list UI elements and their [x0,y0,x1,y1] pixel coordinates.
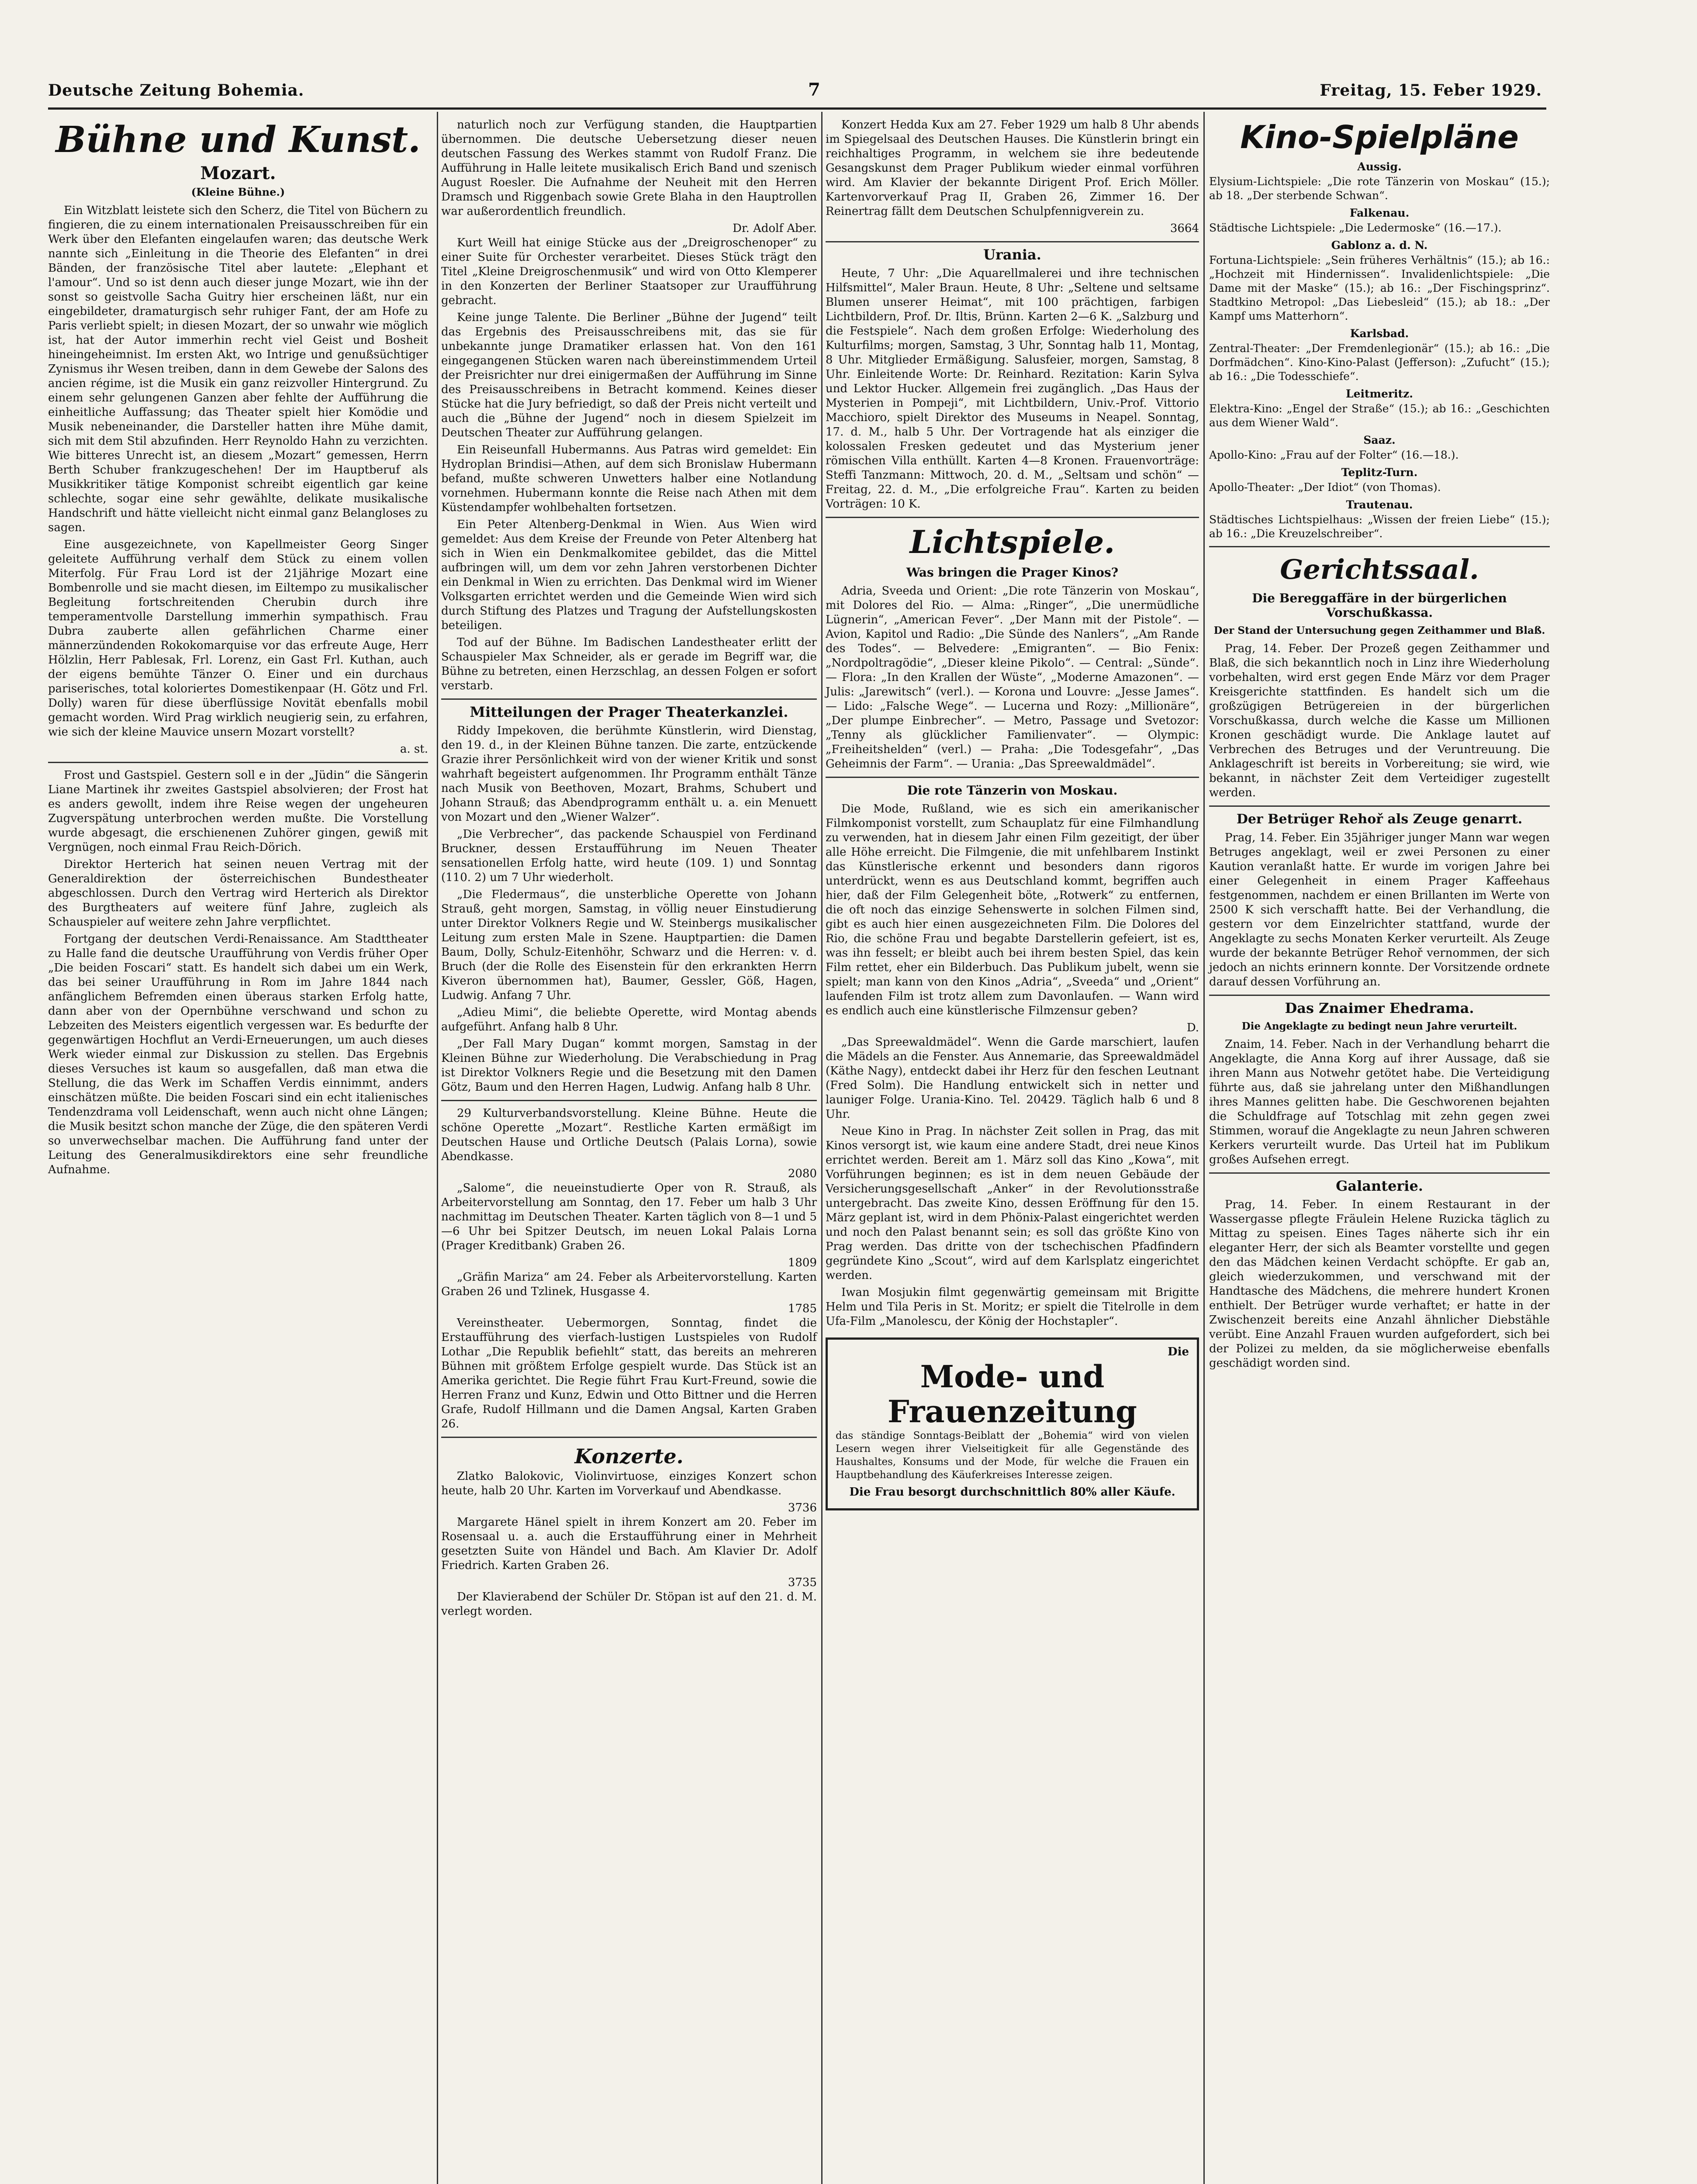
article-divider [441,1437,817,1438]
article-body: „Das Spreewaldmädel“. Wenn die Garde marschiert, laufen die Mädels an die Fenster. Aus Annemarie, das Spreewaldmädel (Käthe Nagy), entdeckt dabei ihr Herz für den feschen Leutnant (Fred Solm). Die Handlung entwickelt sich in netter und launiger Folge. Urania-Kino. Tel. 20429. Täglich halb 6 und 8 Uhr. [826,1036,1199,1121]
article-title-rehor: Der Betrüger Rehoř als Zeuge genarrt. [1236,812,1523,827]
article-signature: D. [1186,1021,1199,1034]
article-divider [1209,995,1550,996]
article-signature: a. st. [400,743,428,756]
notice-number: 3664 [1170,222,1199,235]
article-body: Fortgang der deutschen Verdi-Renaissance. Am Stadttheater zu Halle fand die deutsche Uraufführung von Verdis früher Oper „Die beiden Foscari“ statt. Es handelt sich dabei um ein Werk, das bei seiner Uraufführung in Rom im Jahre 1844 nach anfänglichem Befremden einen überaus starken Erfolg hatte, dann aber von der Opernbühne verschwand und schon zu Lebzeiten des Meisters eigentlich vergessen war. Es bedurfte der gegenwärtigen Hochflut an Verdi-Erneuerungen, um auch dieses Werk wieder einmal zur Diskussion zu stellen. Das Ergebnis dieses Versuches ist kaum so ausgefallen, daß man etwa die Stellung, die das Werk im Schaffen Verdis einnimmt, anders einschätzen müßte. Die beiden Foscari sind ein echt italienisches Tendenzdrama voll Leidenschaft, wenn auch nicht ohne Längen; die Musik besitzt schon manche der Züge, die den späteren Verdi so unverwechselbar machen. Die Aufführung fand unter der Leitung des Generalmusikdirektors eine sehr freundliche Aufnahme. [48,933,428,1176]
ad-title: Mode- und Frauenzeitung [888,1358,1137,1430]
column-divider [437,112,438,2184]
article-body: Zlatko Balokovic, Violinvirtuose, einziges Konzert schon heute, halb 20 Uhr. Karten im Vorverkauf und Abendkasse. [441,1470,817,1497]
article-subtitle-kinos: Was bringen die Prager Kinos? [906,565,1119,580]
article-subtitle-mozart: (Kleine Bühne.) [191,186,285,198]
article-body: Znaim, 14. Feber. Nach in der Verhandlung beharrt die Angeklagte, die Anna Korg auf ihrer Aussage, daß sie ihren Mann aus Notwehr getötet habe. Die Verteidigung führte aus, daß sie jahrelang unter den Mißhandlungen ihres Mannes gelitten habe. Die Geschworenen bejahten die Schuldfrage auf Totschlag mit zehn gegen zwei Stimmen, worauf die Angeklagte zu neun Jahren schweren Kerkers verurteilt wurde. Das Urteil hat im Publikum großes Aufsehen erregt. [1209,1038,1550,1166]
article-body: Die Mode, Rußland, wie es sich ein amerikanischer Filmkomponist vorstellt, zum Schauplatz für eine Filmhandlung zu verwenden, hat in diesem Jahr einen Film gezeitigt, der über alle Höhe erreicht. Die Filmgenie, die mit unfehlbarem Instinkt das Künstlerische erkennt und besonders dann rigoros unterdrückt, wenn es aus Deutschland kommt, begriffen auch hier, daß der Film Gelegenheit böte, „Rotwerk“ zu entfernen, die oft noch das einzige Sehenswerte in solchen Filmen sind, gibt es auch hier einen ausgezeichneten Film. Die Dolores del Rio, die schöne Frau und begabte Darstellerin gefeiert, ist es, was ihn fesselt; er bleibt auch bei ihrem besten Spiel, das kein Film rettet, eher ein Bilderbuch. Das Publikum jubelt, wenn sie spielt; man kann von den Kinos „Adria“, „Sveeda“ und „Orient“ laufenden Film ist trotz allem zum Davonlaufen. — Wann wird es endlich auch eine künstlerische Filmzensur geben? [826,802,1199,1017]
article-body: Prag, 14. Feber. Ein 35jähriger junger Mann war wegen Betruges angeklagt, weil er zwei Personen zu einer Kaution veranlaßt hatte. Er wurde im vorigen Jahre bei einer Gelegenheit in einem Prager Kaffeehaus festgenommen, nachdem er einen Brillanten im Werte von 2500 K sich verschafft hatte. Bei der Verhandlung, die gestern vor dem Einzelrichter stattfand, wurde der Angeklagte zu sechs Monaten Kerker verurteilt. Als Zeuge wurde der bekannte Betrüger Rehoř vernommen, der sich jedoch an nichts erinnern konnte. Der Vorsitzende ordnete darauf dessen Vorführung an. [1209,831,1550,988]
section-title-gerichtssaal: Gerichtssaal. [1280,553,1479,585]
article-body: Frost und Gastspiel. Gestern soll e in der „Jüdin“ die Sängerin Liane Martinek ihr zweites Gastspiel absolvieren; der Frost hat es anders gewollt, indem ihre Reise wegen der ungeheuren Zugverspätung unterbrochen werden mußte. Die Vorstellung wurde abgesagt, die erschienenen Zuhörer gingen, gewiß mit Vergnügen, noch einmal Frau Reich-Dörich. [48,769,428,854]
article-body: Tod auf der Bühne. Im Badischen Landestheater erlitt der Schauspieler Max Schneider, als er gerade im Begriff war, die Bühne zu betreten, einen Herzschlag, an dessen Folgen er sofort verstarb. [441,636,817,692]
article-divider [1209,805,1550,807]
cinema-program: Städtische Lichtspiele: „Die Ledermoske“ (16.—17.). [1209,221,1502,234]
article-body: Ein Witzblatt leistete sich den Scherz, die Titel von Büchern zu fingieren, die zu einem internationalen Preisausschreiben für ein Werk über den Elefanten eingelaufen waren; das deutsche Werk nannte sich „Einleitung in die Theorie des Elefanten“ in drei Bänden, der französische Titel aber lautete: „Elephant et l'amour“. Und so ist denn auch dieser junge Mozart, wie ihn der sonst so geistvolle Sacha Guitry hier erscheinen läßt, nur ein eingebildeter, dramaturgisch sehr ruhiger Fant, der am Hofe zu Paris verliebt spielt; in diesen Mozart, der so unwahr wie möglich ist, hat der Autor immerhin recht viel Geist und Bosheit hineingeheimnist. Im ersten Akt, wo Intrige und genußsüchtiger Zynismus ihr Wesen treiben, dann in dem Gewebe der Salons des ancien régime, ist die Musik ein ganz reizvoller Hintergrund. Zu einem sehr gelungenen Ganzen aber fehlte der Aufführung die einheitliche Auffassung; das Theater spielt hier Komödie und Musik nebeneinander, die Darsteller hatten ihre Mühe damit, sich mit dem Stil abzufinden. Herr Reynoldo Hahn zu verzichten. Wie bitteres Unrecht ist, an diesem „Mozart“ gemessen, Herrn Berth Schuber frankzugeschehen! Der im Hauptberuf als Musikkritiker tätige Komponist schreibt eigentlich gar keine schlechte, sogar eine sehr gewählte, delikate musikalische Handschrift und hätte vielleicht nicht einmal ganz Belangloses zu sagen. [48,204,428,534]
notice-number: 3735 [788,1576,817,1589]
column-1 [48,118,428,1180]
cinema-town: Gablonz a. d. N. [1331,239,1428,252]
article-body: „Adieu Mimi“, die beliebte Operette, wird Montag abends aufgeführt. Anfang halb 8 Uhr. [441,1006,817,1033]
article-title-bereg: Die Bereggaffäre in der bürgerlichen Vorschußkassa. [1252,591,1507,620]
article-body: „Der Fall Mary Dugan“ kommt morgen, Samstag in der Kleinen Bühne zur Wiederholung. Die Verabschiedung in Prag ist Direktor Volkners Regie und die Besetzung mit den Damen Götz, Baum und den Herren Hagen, Ludwig. Anfang halb 8 Uhr. [441,1037,817,1094]
article-body: Neue Kino in Prag. In nächster Zeit sollen in Prag, das mit Kinos versorgt ist, wie kaum eine andere Stadt, drei neue Kinos errichtet werden. Bereit am 1. März soll das Kino „Kowa“, mit Vorführungen beginnen; es ist in dem neuen Gebäude der Versicherungsgesellschaft „Anker“ in der Revolutionsstraße untergebracht. Das zweite Kino, dessen Eröffnung für den 15. März geplant ist, wird in dem Phönix-Palast eingerichtet werden und noch den Palast benannt sein; es soll das größte Kino von Prag werden. Das dritte von der tschechischen Pfadfindern gegründete Kino „Scout“, wird auf dem Karlsplatz eingerichtet werden. [826,1125,1199,1282]
advertisement-box [826,1337,1199,1510]
article-divider [1209,1172,1550,1174]
cinema-program: Städtisches Lichtspielhaus: „Wissen der freien Liebe“ (15.); ab 16.: „Die Kreuzelschreiber“. [1209,513,1550,540]
article-divider [441,698,817,700]
article-title-znaim: Das Znaimer Ehedrama. [1285,1000,1474,1016]
column-4 [1209,118,1550,1373]
cinema-town: Falkenau. [1349,207,1410,219]
page-header [48,81,1542,100]
article-title-galanterie: Galanterie. [1336,1178,1423,1194]
cinema-program: Zentral-Theater: „Der Fremdenlegionär“ (15.); ab 16.: „Die Dorfmädchen“. Kino-Kino-Palast (Jefferson): „Zufucht“ (15.); ab 16.: „Die Todesschiefe“. [1209,342,1550,383]
article-body: Prag, 14. Feber. In einem Restaurant in der Wassergasse pflegte Fräulein Helene Ruzicka täglich zu Mittag zu speisen. Eines Tages näherte sich ihr ein eleganter Herr, der sich als Beamter vorstellte und gegen den das Mädchen keinen Verdacht schöpfte. Er gab an, gleich wiederzukommen, und verschwand mit der Handtasche des Mädchens, die mehrere hundert Kronen enthielt. Der Betrüger wurde verhaftet; er hatte in der Zwischenzeit bereits eine Anzahl ähnlicher Diebstähle verübt. Eine Anzahl Frauen wurden aufgefordert, sich bei der Polizei zu melden, da sie möglicherweise ebenfalls geschädigt worden sind. [1209,1198,1550,1370]
article-body: „Salome“, die neueinstudierte Oper von R. Strauß, als Arbeitervorstellung am Sonntag, den 17. Feber um halb 3 Uhr nachmittag im Deutschen Theater. Karten täglich von 8—1 und 5—6 Uhr bei Spitzer Deutsch, im neuen Lokal Palais Lorna (Prager Kreditbank) Graben 26. [441,1182,817,1252]
cinema-program: Elektra-Kino: „Engel der Straße“ (15.); ab 16.: „Geschichten aus dem Wiener Wald“. [1209,402,1550,429]
article-divider [48,762,428,763]
article-divider [826,241,1199,242]
article-body: Konzert Hedda Kux am 27. Feber 1929 um halb 8 Uhr abends im Spiegelsaal des Deutschen Hauses. Die Künstlerin bringt ein reichhaltiges Programm, in welchem sie ihre bedeutende Gesangskunst dem Prager Publikum wieder einmal vorführen wird. Am Klavier der bekannte Dirigent Prof. Erich Möller. Kartenvorverkauf Prag II, Graben 26, Zimmer 16. Der Reinertrag fällt dem Deutschen Schulpfennigverein zu. [826,118,1199,218]
article-body: Kurt Weill hat einige Stücke aus der „Dreigroschenoper“ zu einer Suite für Orchester verarbeitet. Dieses Stück trägt den Titel „Kleine Dreigroschenmusik“ und wird von Otto Klemperer in den Konzerten der Berliner Staatsoper zur Uraufführung gebracht. [441,236,817,307]
cinema-town: Trautenau. [1346,498,1413,511]
cinema-town: Leitmeritz. [1345,387,1413,400]
article-divider [441,1100,817,1101]
newspaper-name: Deutsche Zeitung Bohemia. [48,81,304,100]
article-body: Ein Peter Altenberg-Denkmal in Wien. Aus Wien wird gemeldet: Aus dem Kreise der Freunde von Peter Altenberg hat sich in Wien ein Denkmalkomitee gebildet, das die Mittel aufbringen will, um dem vor zehn Jahren verstorbenen Dichter ein Denkmal in Wien zu errichten. Das Denkmal wird im Wiener Volksgarten errichtet werden und die Gemeinde Wien wird sich durch Stiftung des Platzes und Tragung der Aufstellungskosten beteiligen. [441,518,817,632]
column-divider [821,112,823,2184]
notice-number: 1809 [788,1256,817,1269]
notice-number: 1785 [788,1302,817,1315]
column-2 [441,118,817,1621]
article-body: Adria, Sveeda und Orient: „Die rote Tänzerin von Moskau“, mit Dolores del Rio. — Alma: „Ringer“, „Die unermüdliche Lügnerin“, „American Fever“. „Der Mann mit der Pistole“. — Avion, Kapitol und Radio: „Die Sünde des Nanlers“, „Am Rande des Todes“. — Belvedere: „Emigranten“. — Bio Fenix: „Nordpoltragödie“, „Dieser kleine Pikolo“. — Central: „Sünde“. — Flora: „In den Krallen der Wüste“, „Moderne Amazonen“. — Julis: „Jarewitsch“ (verl.). — Korona und Louvre: „Jesse James“. — Lido: „Falsche Wege“. — Lucerna und Rozy: „Millionäre“, „Der plumpe Einbrecher“. — Metro, Passage und Svetozor: „Tenny als glücklicher Familienvater“. — Olympic: „Freiheitshelden“ (verl.) — Praha: „Die Todesgefahr“, „Das Geheimnis der Farm“. — Urania: „Das Spreewaldmädel“. [826,584,1199,771]
column-3 [826,118,1199,1510]
cinema-program: Fortuna-Lichtspiele: „Sein früheres Verhältnis“ (15.); ab 16.: „Hochzeit mit Hindernissen“. Invalidenlichtspiele: „Die Dame mit der Maske“ (15.); ab 16.: „Der Fischingsprinz“. Stadtkino Metropol: „Das Liebesleid“ (15.); ab 18.: „Der Kampf ums Matterhorn“. [1209,254,1550,322]
article-body: Direktor Herterich hat seinen neuen Vertrag mit der Generaldirektion der österreichischen Bundestheater abgeschlossen. Durch den Vertrag wird Herterich als Direktor des Burgtheaters auf weitere fünf Jahre, zugleich als Schauspieler auf weitere zehn Jahre verpflichtet. [48,858,428,929]
article-body: Eine ausgezeichnete, von Kapellmeister Georg Singer geleitete Aufführung verhalf dem Stück zu einem vollen Miterfolg. Für Frau Lord ist der 21jährige Mozart eine Bombenrolle und sie macht diesen, im Eiltempo zu musikalischer Begleitung fortschreitenden Cherubin durch ihre temperamentvolle Darstellung immerhin sympathisch. Frau Dubra zauberte allen gefährlichen Charme einer männerzündenden Rokokomarquise vor das erfreute Auge, Herr Hölzlin, Herr Pablesak, Frl. Lorenz, ein Gast Frl. Kuthan, auch der eigens bemühte Tänzer O. Einer und ein durchaus pariserisches, total koloriertes Domestikenpaar (H. Götz und Frl. Dolly) waren für diese überflüssige Novität ebenfalls mobil gemacht worden. Wird Prag wirklich neugierig sein, zu erfahren, wie sich der kleine Mauvice unsern Mozart vorstellt? [48,538,428,739]
article-body: Keine junge Talente. Die Berliner „Bühne der Jugend“ teilt das Ergebnis des Preisausschreibens mit, das sie für unbekannte junge Dramatiker erlassen hat. Von den 161 eingegangenen Stücken waren nach übereinstimmendem Urteil der Preisrichter nur drei einigermaßen der Aufführung im Sinne des Preisausschreibens in Betracht kommend. Keines dieser Stücke hat die Jury befriedigt, so daß der Preis nicht verteilt und auch die „Bühne der Jugend“ noch in diesem Spielzeit im Deutschen Theater zur Aufführung gelangen. [441,311,817,439]
cinema-program: Apollo-Kino: „Frau auf der Folter“ (16.—18.). [1209,449,1459,461]
article-body: Iwan Mosjukin filmt gegenwärtig gemeinsam mit Brigitte Helm und Tila Peris in St. Moritz; er spielt die Titelrolle in dem Ufa-Film „Manolescu, der König der Hochstapler“. [826,1286,1199,1328]
article-body: Riddy Impekoven, die berühmte Künstlerin, wird Dienstag, den 19. d., in der Kleinen Bühne tanzen. Die zarte, entzückende Grazie ihrer Persönlichkeit wird von der wiener Kritik und sonst wahrhaft begeistert aufgenommen. Ihr Programm enthält Tänze nach Musik von Beethoven, Mozart, Brahms, Schubert und Johann Strauß; das Abendprogramm enthält u. a. ein Menuett von Mozart und den „Wiener Walzer“. [441,724,817,824]
section-title-buehne: Bühne und Kunst. [55,119,421,161]
article-body: Heute, 7 Uhr: „Die Aquarellmalerei und ihre technischen Hilfsmittel“, Maler Braun. Heute, 8 Uhr: „Seltene und seltsame Blumen unserer Heimat“, mit 100 prächtigen, farbigen Lichtbildern, Prof. Dr. Iltis, Brünn. Karten 2—6 K. „Salzburg und die Festspiele“. Nach dem großen Erfolge: Wiederholung des Kulturfilms; morgen, Samstag, 3 Uhr, Sonntag halb 11, Montag, 8 Uhr. Mitglieder Ermäßigung. Salusfeier, morgen, Samstag, 8 Uhr. Einleitende Worte: Dr. Reinhard. Rezitation: Karin Sylva und Lektor Hucker. Allgemein frei zugänglich. „Das Haus der Mysterien in Pompeji“, mit Lichtbildern, Univ.-Prof. Vittorio Macchioro, spielt Direktor des Museums in Neapel. Sonntag, 17. d. M., halb 5 Uhr. Der Vortragende hat als einziger die kolossalen Fresken gedeutet und das Mysterium jener römischen Villa enthüllt. Karten 4—8 Kronen. Frauenvorträge: Steffi Tanzmann: Mittwoch, 20. d. M., „Seltsam und schön“ — Freitag, 22. d. M., „Die erfolgreiche Frau“. Karten zu beiden Vorträgen: 10 K. [826,267,1199,511]
article-body: Ein Reiseunfall Hubermanns. Aus Patras wird gemeldet: Ein Hydroplan Brindisi—Athen, auf dem sich Bronislaw Hubermann befand, mußte schweren Unwetters halber eine Notlandung vornehmen. Hubermann konnte die Reise nach Athen mit dem Küstendampfer wohlbehalten fortsetzen. [441,443,817,514]
article-subtitle-bereg: Der Stand der Untersuchung gegen Zeithammer und Blaß. [1213,625,1545,636]
article-body: 29 Kulturverbandsvorstellung. Kleine Bühne. Heute die schöne Operette „Mozart“. Restliche Karten ermäßigt im Deutschen Hause und Ortliche Deutsch (Palais Lorna), sowie Abendkasse. [441,1107,817,1163]
section-title-kino-spielplaene: Kino-Spielpläne [1240,119,1519,156]
article-body: „Gräfin Mariza“ am 24. Feber als Arbeitervorstellung. Karten Graben 26 und Tzlinek, Husgasse 4. [441,1271,817,1298]
article-body: Vereinstheater. Uebermorgen, Sonntag, findet die Erstaufführung des vierfach-lustigen Lustspieles von Rudolf Lothar „Die Republik befiehlt“ statt, das bereits an mehreren Bühnen mit größtem Erfolge gespielt wurde. Das Stück ist an Amerika gerichtet. Die Regie führt Frau Kurt-Freund, sowie die Herren Franz und Kunz, Edwin und Otto Bittner und die Herren Grafe, Rudolf Hillmann und die Damen Angsal, Karten Graben 26. [441,1317,817,1431]
notice-number: 2080 [788,1167,817,1180]
cinema-program: Elysium-Lichtspiele: „Die rote Tänzerin von Moskau“ (15.); ab 18. „Der sterbende Schwan“. [1209,175,1550,202]
ad-footer: Die Frau besorgt durchschnittlich 80% aller Käufe. [849,1486,1175,1499]
article-body: Der Klavierabend der Schüler Dr. Stöpan ist auf den 21. d. M. verlegt worden. [441,1590,817,1618]
article-signature: Dr. Adolf Aber. [733,222,817,235]
article-body: naturlich noch zur Verfügung standen, die Hauptpartien übernommen. Die deutsche Uebersetzung dieser neuen deutschen Fassung des Werkes stammt von Rudolf Franz. Die Aufführung in Halle leitete musikalisch Erich Band und szenisch August Roesler. Die Aufnahme der Neuheit mit den Herren Dramsch und Riggenbach sowie Grete Blaha in den Hauptrollen war außerordentlich freundlich. [441,118,817,218]
section-title-urania: Urania. [983,246,1041,263]
ad-body: das ständige Sonntags-Beiblatt der „Bohemia“ wird von vielen Lesern wegen ihrer Vielseitigkeit für alle Gegenstände des Haushaltes, Konsums und der Mode, für welche die Frauen ein Hauptbehandlung des Käuferkreises Interesse zeigen. [836,1430,1189,1481]
page-number: 7 [808,79,821,100]
article-divider [826,517,1199,518]
cinema-town: Teplitz-Turn. [1341,466,1418,479]
article-title-mozart: Mozart. [200,163,276,183]
cinema-town: Karlsbad. [1350,327,1409,340]
article-subtitle-znaim: Die Angeklagte zu bedingt neun Jahre verurteilt. [1241,1020,1517,1032]
column-divider [1203,112,1205,2184]
article-divider [1209,546,1550,547]
header-rule [48,107,1546,110]
section-title-konzerte: Konzerte. [574,1444,684,1468]
cinema-program: Apollo-Theater: „Der Idiot“ (von Thomas). [1209,481,1441,494]
section-title-lichtspiele: Lichtspiele. [909,523,1115,560]
article-body: Prag, 14. Feber. Der Prozeß gegen Zeithammer und Blaß, die sich bekanntlich noch in Linz ihre Wiederholung vorbehalten, wird erst gegen Ende März vor dem Prager Kreisgerichte stattfinden. Es handelt sich um die großzügigen Betrügereien in der bürgerlichen Vorschußkassa, durch welche die Kasse um Millionen Kronen geschädigt wurde. Die Anklage lautet auf Verbrechen des Betruges und der Veruntreuung. Die Anklageschrift ist bereits in Vorbereitung; sie wird, wie bekannt, in nächster Zeit dem Verteidiger zugestellt werden. [1209,642,1550,799]
article-body: „Die Verbrecher“, das packende Schauspiel von Ferdinand Bruckner, dessen Erstaufführung im Neuen Theater sensationellen Erfolg hatte, wird heute (109. 1) und Sonntag (110. 2) um 7 Uhr wiederholt. [441,828,817,884]
issue-date: Freitag, 15. Feber 1929. [1320,81,1542,100]
ad-small-label: Die [1168,1345,1189,1358]
notice-number: 3736 [788,1501,817,1514]
article-body: „Die Fledermaus“, die unsterbliche Operette von Johann Strauß, geht morgen, Samstag, in völlig neuer Einstudierung unter Direktor Volkners Regie und W. Steinbergs musikalischer Leitung zum ersten Male in Szene. Hauptpartien: die Damen Baum, Dolly, Schulz-Eitenhöhr, Schwarz und die Herren: v. d. Bruch (der die Rolle des Eisenstein für den erkrankten Herrn Kiveron übernommen hat), Baumer, Gessler, Göß, Hagen, Ludwig. Anfang 7 Uhr. [441,888,817,1002]
article-divider [826,777,1199,778]
section-title-mitteilungen: Mitteilungen der Prager Theaterkanzlei. [470,704,788,720]
cinema-listing [1209,160,1550,541]
article-title-rote-taenzerin: Die rote Tänzerin von Moskau. [907,783,1118,798]
cinema-town: Aussig. [1357,160,1402,173]
article-body: Margarete Hänel spielt in ihrem Konzert am 20. Feber im Rosensaal u. a. auch die Erstaufführung einer in Mehrheit gesetzten Suite von Händel und Bach. Am Klavier Dr. Adolf Friedrich. Karten Graben 26. [441,1516,817,1572]
cinema-town: Saaz. [1363,434,1396,446]
